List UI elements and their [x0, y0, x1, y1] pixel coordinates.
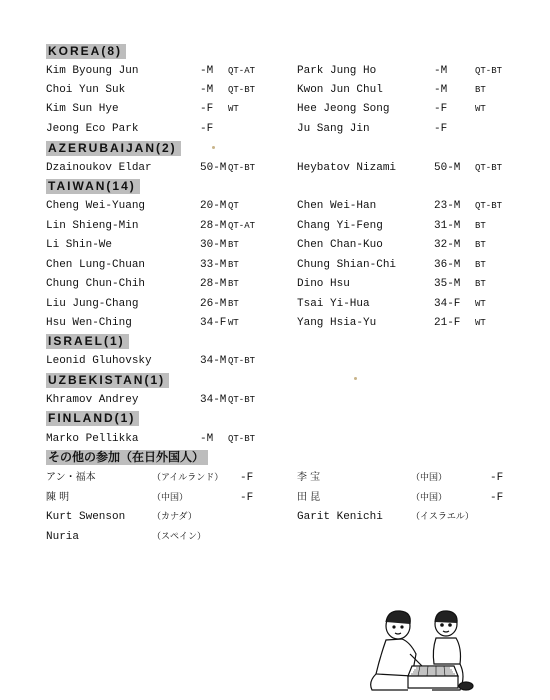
player-grade: WT — [228, 318, 239, 328]
player-grade: BT — [475, 279, 486, 289]
player-name: Marko Pellikka — [46, 433, 139, 445]
player-age-sex: -F — [434, 103, 448, 115]
participant-country: （カナダ） — [152, 512, 197, 522]
player-age-sex: 21-F — [434, 317, 461, 329]
participant-sex: -F — [240, 472, 254, 484]
player-age-sex: 30-M — [200, 239, 227, 251]
player-name: Cheng Wei-Yuang — [46, 200, 146, 212]
player-age-sex: 31-M — [434, 220, 461, 232]
player-name: Yang Hsia-Yu — [297, 317, 377, 329]
player-grade: BT — [228, 260, 239, 270]
player-name: Chen Chan-Kuo — [297, 239, 383, 251]
participant-sex: -F — [490, 472, 504, 484]
participant-sex: -F — [240, 492, 254, 504]
player-grade: BT — [228, 279, 239, 289]
participant-country: （中国） — [152, 493, 189, 503]
participant-country: （スペイン） — [152, 532, 207, 542]
player-age-sex: 26-M — [200, 298, 227, 310]
player-grade: QT-BT — [475, 66, 503, 76]
player-age-sex: 32-M — [434, 239, 461, 251]
player-age-sex: 28-M — [200, 278, 227, 290]
section-header-taiwan: TAIWAN(14) — [46, 179, 140, 194]
player-name: Kwon Jun Chul — [297, 84, 383, 96]
player-age-sex: 36-M — [434, 259, 461, 271]
player-age-sex: 23-M — [434, 200, 461, 212]
player-name: Choi Yun Suk — [46, 84, 126, 96]
player-name: Heybatov Nizami — [297, 162, 397, 174]
player-grade: WT — [228, 104, 239, 114]
player-name: Park Jung Ho — [297, 65, 377, 77]
player-name: Chen Lung-Chuan — [46, 259, 146, 271]
section-header-israel: ISRAEL(1) — [46, 334, 129, 349]
player-name: Tsai Yi-Hua — [297, 298, 370, 310]
player-age-sex: 34-M — [200, 394, 227, 406]
player-name: Leonid Gluhovsky — [46, 355, 152, 367]
player-grade: QT — [228, 201, 239, 211]
player-name: Dzainoukov Eldar — [46, 162, 152, 174]
player-age-sex: 34-F — [434, 298, 461, 310]
player-age-sex: 33-M — [200, 259, 227, 271]
player-name: Kim Byoung Jun — [46, 65, 139, 77]
player-age-sex: 50-M — [200, 162, 227, 174]
player-name: Chang Yi-Feng — [297, 220, 383, 232]
player-name: Khramov Andrey — [46, 394, 139, 406]
participant-sex: -F — [490, 492, 504, 504]
player-grade: BT — [475, 260, 486, 270]
player-age-sex: 50-M — [434, 162, 461, 174]
go-players-illustration — [362, 602, 482, 697]
participant-name: アン・福本 — [46, 472, 96, 483]
player-age-sex: 34-F — [200, 317, 227, 329]
player-age-sex: -M — [200, 65, 214, 77]
player-name: Lin Shieng-Min — [46, 220, 139, 232]
participant-name: 田 昆 — [297, 492, 321, 503]
player-name: Chung Chun-Chih — [46, 278, 146, 290]
player-age-sex: -M — [200, 84, 214, 96]
participant-name: Kurt Swenson — [46, 511, 126, 523]
player-name: Jeong Eco Park — [46, 123, 139, 135]
player-grade: BT — [228, 240, 239, 250]
player-grade: QT-BT — [228, 434, 256, 444]
player-age-sex: 34-M — [200, 355, 227, 367]
player-grade: QT-AT — [228, 66, 256, 76]
player-grade: BT — [475, 221, 486, 231]
participant-country: （イスラエル） — [411, 512, 474, 522]
player-grade: BT — [475, 85, 486, 95]
player-name: Dino Hsu — [297, 278, 350, 290]
speck — [212, 146, 215, 149]
player-grade: WT — [475, 318, 486, 328]
player-grade: QT-AT — [228, 221, 256, 231]
participant-country: （中国） — [411, 473, 448, 483]
player-grade: QT-BT — [475, 163, 503, 173]
section-header-finland: FINLAND(1) — [46, 411, 139, 426]
player-name: Chung Shian-Chi — [297, 259, 397, 271]
player-grade: QT-BT — [475, 201, 503, 211]
player-grade: QT-BT — [228, 395, 256, 405]
player-grade: BT — [475, 240, 486, 250]
player-age-sex: 20-M — [200, 200, 227, 212]
player-grade: WT — [475, 299, 486, 309]
player-name: Hsu Wen-Ching — [46, 317, 132, 329]
player-name: Ju Sang Jin — [297, 123, 370, 135]
player-age-sex: -F — [434, 123, 448, 135]
player-age-sex: -M — [434, 65, 448, 77]
section-header-others: その他の参加（在日外国人） — [46, 450, 208, 465]
participant-country: （アイルランド） — [152, 473, 224, 483]
player-grade: BT — [228, 299, 239, 309]
player-age-sex: 28-M — [200, 220, 227, 232]
player-age-sex: -F — [200, 103, 214, 115]
participant-name: 陳 明 — [46, 492, 70, 503]
player-age-sex: -F — [200, 123, 214, 135]
section-header-uzbekistan: UZBEKISTAN(1) — [46, 373, 169, 388]
player-grade: QT-BT — [228, 85, 256, 95]
player-name: Kim Sun Hye — [46, 103, 119, 115]
section-header-korea: KOREA(8) — [46, 44, 126, 59]
participant-name: Nuria — [46, 531, 80, 543]
speck — [354, 377, 357, 380]
section-header-azerbaijan: AZERUBAIJAN(2) — [46, 141, 181, 156]
player-name: Hee Jeong Song — [297, 103, 390, 115]
player-name: Chen Wei-Han — [297, 200, 377, 212]
participant-name: 李 宝 — [297, 472, 321, 483]
player-age-sex: 35-M — [434, 278, 461, 290]
player-grade: QT-BT — [228, 356, 256, 366]
player-grade: WT — [475, 104, 486, 114]
participant-country: （中国） — [411, 493, 448, 503]
participant-name: Garit Kenichi — [297, 511, 383, 523]
player-grade: QT-BT — [228, 163, 256, 173]
player-name: Liu Jung-Chang — [46, 298, 139, 310]
player-age-sex: -M — [434, 84, 448, 96]
player-age-sex: -M — [200, 433, 214, 445]
player-name: Li Shin-We — [46, 239, 113, 251]
